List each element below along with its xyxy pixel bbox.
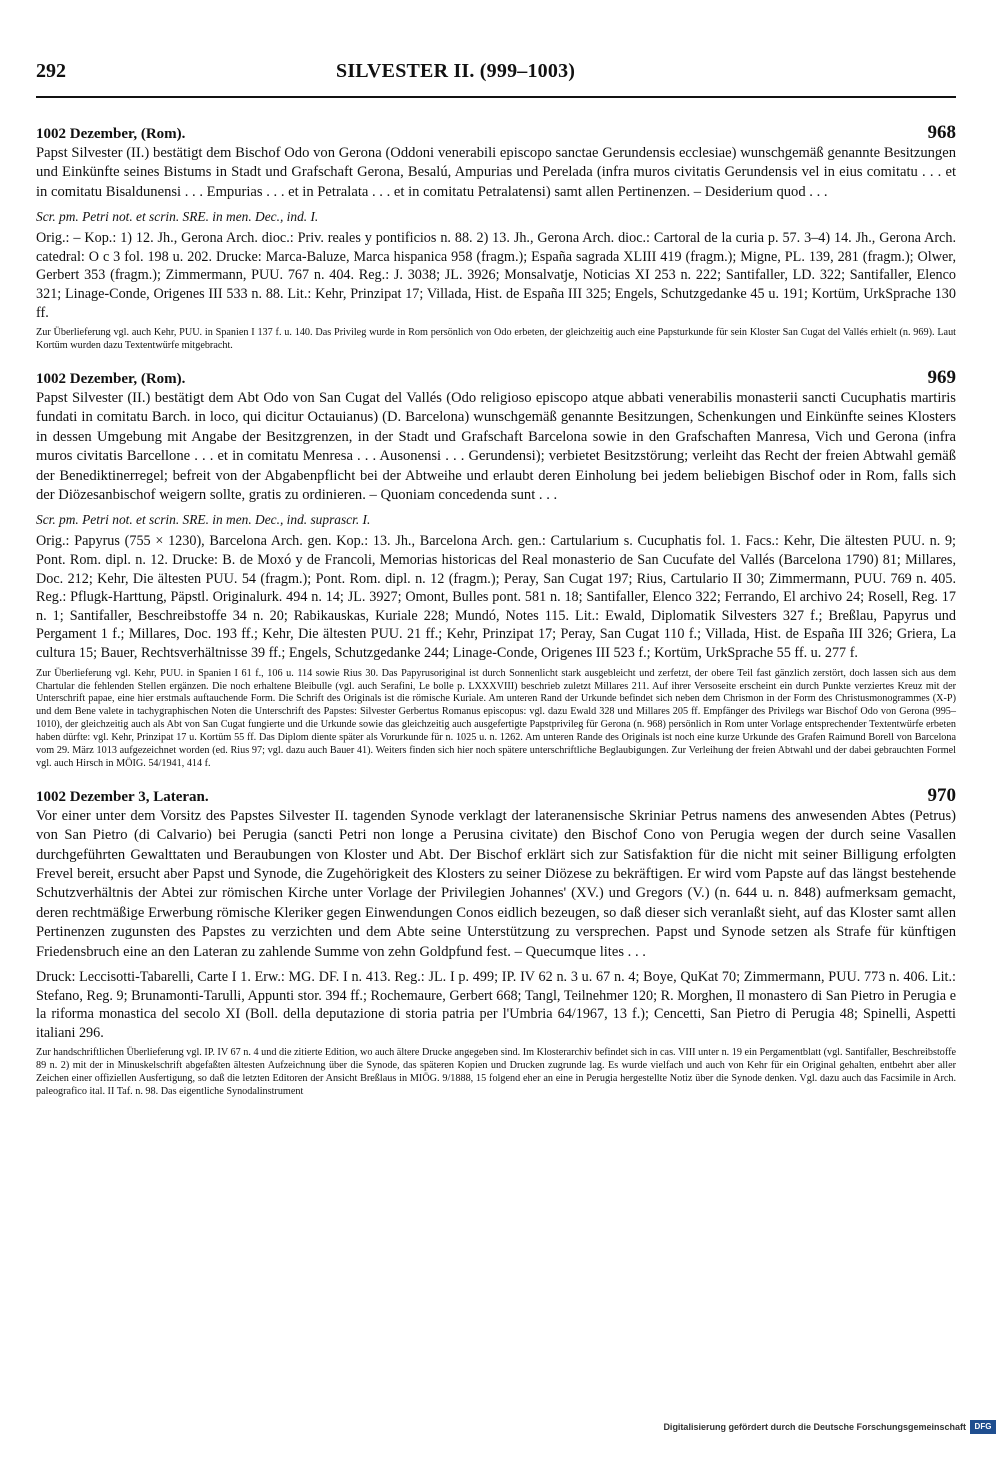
entry-note: Zur handschriftlichen Überlieferung vgl. IP. IV 67 n. 4 und die zitierte Edition, wo auch ältere Drucke angegeben sind. Im Klosterarchiv befindet sich in cas. VIII unter n. 19 ein Pergamentblatt (vgl. Santifaller, Beschreibstoffe 89 n. 2) mit der in Minuskelschrift abgefaßten ältesten Aufzeichnung über die Synode, das späteren Kopien und Drucken zugrunde lag. Es wurde vielfach und auch von Kehr für ein Original gehalten, entbehrt aber aller Zeichen einer offiziellen Ausfertigung, so daß die letzten Editoren der Ansicht Breßlaus in MIÖG. 9/1888, 15 folgend eher an eine in Perugia hergestellte Notiz über die Synode denken. Vgl. dazu auch das Facsimile in Arch. paleografico ital. II Taf. n. 98. Das eigentliche Synodalinstrument xyxy=(36,1047,956,1098)
document-page xyxy=(36,60,956,1099)
entry-summary: Vor einer unter dem Vorsitz des Papstes Silvester II. tagenden Synode verklagt der lateranensische Skriniar Petrus namens des anwesenden Abtes (Petrus) von San Pietro (di Calvario) bei Perugia (sancti Petri non longe a Perusina civitate) den Bischof Cono von Perugia wegen der durch seine Vasallen durchgeführten Gewalttaten und Beraubungen von Kloster und Abt. Der Bischof erklärt sich zur Satisfaktion für die nicht mit seiner Billigung erfolgten Frevel bereit, ersucht aber Papst und Synode, die Zugehörigkeit des Klosters zu seiner Diözese zu bekräftigen. Er wird vom Papste auf das längst bestehende Schutzverhältnis der Abtei zur römischen Kirche unter Vorlage der Privilegien Johannes' (XV.) und Gregors (V.) (n. 644 u. n. 848) aufmerksam gemacht, deren rechtmäßige Erwerbung römische Kleriker gegen Einwendungen Conos eidlich bezeugen, so daß dieser sich veranlaßt sieht, auf das Kloster samt allen Pertinenzen zugunsten des Papstes zu verzichten und dem Abte seine Unterstützung zu versprechen. Papst und Synode setzen als Strafe für künftigen Friedensbruch eine an den Lateran zu zahlende Summe von zehn Goldpfund fest. – Quecumque lites . . . xyxy=(36,807,956,960)
entry-header xyxy=(36,785,956,807)
running-head xyxy=(36,60,956,98)
footer-text: Digitalisierung gefördert durch die Deutsche Forschungsgemeinschaft xyxy=(663,1422,966,1432)
entry-references: Orig.: Papyrus (755 × 1230), Barcelona Arch. gen. Kop.: 13. Jh., Barcelona Arch. gen.: Cartularium s. Cucuphatis fol. 1. Facs.: Kehr, Die ältesten PUU. n. 9; Pont. Rom. dipl. n. 12. Drucke: B. de Moxó y de Francoli, Memorias historicas del Real monasterio de San Cucufate del Vallés (Barcelona 1790) 81; Millares, Doc. 212; Kehr, Die ältesten PUU. 54 (fragm.); Pont. Rom. dipl. n. 12 (fragm.); Peray, San Cugat 197; Rius, Cartulario II 30; Zimmermann, PUU. 769 n. 405. Reg.: Pflugk-Harttung, Päpstl. Originalurk. 494 n. 14; JL. 3927; Omont, Bulles pont. 581 n. 18; Santifaller, Elenco 322; Ferrando, El archivo 24; Rosell, Reg. 17 n. 1; Santifaller, Beschreibstoffe 34 n. 20; Rabikauskas, Kuriale 228; Mundó, Notes 115. Lit.: Ewald, Diplomatik Silvesters 327 f.; Breßlau, Papyrus und Pergament 1 f.; Millares, Doc. 193 ff.; Kehr, Die ältesten PUU. 21 ff.; Kehr, Prinzipat 17; Peray, San Cugat 110 f.; Villada, Hist. de España III 326; Griera, La cultura 15; Bauer, Rechtsverhältnisse 39 ff.; Engels, Schutzgedanke 244; Linage-Conde, Origenes III 523 f.; Kortüm, UrkSprache 55 ff. u. 277 f. xyxy=(36,533,956,661)
entry-date: 1002 Dezember, (Rom). xyxy=(36,371,186,387)
entry-968 xyxy=(36,122,956,353)
entry-note: Zur Überlieferung vgl. Kehr, PUU. in Spanien I 61 f., 106 u. 114 sowie Rius 30. Das Papyrusoriginal ist durch Sonnenlicht stark ausgebleicht und zerfetzt, der obere Teil fast gänzlich zerstört, doch lassen sich aus dem Chartular die fehlenden Stellen ergänzen. Die noch erhaltene Bleibulle (vgl. auch Serafini, Le bolle p. LXXXVIII) beschrieb zuletzt Millares 211. Auf ihrer Versoseite erscheint ein durch Punkte verziertes Kreuz mit der Unterschrift papae, eine hier erstmals auftauchende Form. Die Schrift des Originals ist die römische Kuriale. Am unteren Rand der Urkunde befindet sich neben dem Chrismon in der Form des Christusmonogrammes (X-P) und dem Bene valete in tachygraphischen Noten die Unterschrift des Papstes: Silvester Gerbertus Romanus episcopus: vgl. dazu Ewald 328 und Millares 205 ff. Empfänger des Privilegs war Bischof Odo von Gerona (995–1010), der gleichzeitig auch als Abt von San Cugat fungierte und die Urkunde sowie das gleichzeitig auch ausgefertigte Papstprivileg für Gerona (n. 968) persönlich in Rom unter Vorlage entsprechender Textentwürfe erbeten haben dürfte: vgl. Kehr, Prinzipat 17 u. Kortüm 55 ff. Das Diplom diente später als Vorurkunde für n. 1025 u. n. 1262. Am unteren Rande des Originals ist noch eine kurze Urkunde des Grafen Raimund Borell von Barcelona vom 29. März 1013 aufgezeichnet worden (ed. Rius 97; vgl. dazu auch Bauer 41). Weiters finden sich hier noch spätere unterschriftliche Beglaubigungen. Zur Verleihung der freien Abtwahl und der dabei gebrauchten Formel vgl. auch Hirsch in MÖIG. 54/1941, 414 f. xyxy=(36,667,956,769)
entry-summary: Papst Silvester (II.) bestätigt dem Bischof Odo von Gerona (Oddoni venerabili episcopo sanctae Gerundensis ecclesiae) wunschgemäß genannte Besitzungen und Einkünfte seines Bistums in Stadt und Grafschaft Gerona, Besalú, Ampurias und Perelada (infra muros civitatis Gerundensis vel in eius comitatu . . . et in comitatu Bisaldunensi . . . Empurias . . . et in Petralata . . . et in comitatu Petralatensi) samt allen Pertinenzen. – Desiderium quod . . . xyxy=(36,145,956,200)
entry-references: Druck: Leccisotti-Tabarelli, Carte I 1. Erw.: MG. DF. I n. 413. Reg.: JL. I p. 499; IP. IV 62 n. 3 u. 67 n. 4; Boye, QuKat 70; Zimmermann, PUU. 773 n. 406. Lit.: Stefano, Reg. 9; Brunamonti-Tarulli, Appunti stor. 394 ff.; Rochemaure, Gerbert 668; Tangl, Teilnehmer 120; R. Morghen, Il monastero di San Pietro in Perugia e la riforma monastica del secolo XI (Boll. della deputazione di storia patria per l'Umbria 64/1967, 13 f.); Cencetti, San Pietro di Perugia 48; Spinelli, Aspetti italiani 296. xyxy=(36,969,956,1041)
running-title: SILVESTER II. (999–1003) xyxy=(336,60,576,82)
entry-header xyxy=(36,122,956,144)
entry-note: Zur Überlieferung vgl. auch Kehr, PUU. in Spanien I 137 f. u. 140. Das Privileg wurde in Rom persönlich von Odo erbeten, der gleichzeitig auch eine Papsturkunde für sein Kloster San Cugat del Vallés erhielt (n. 969). Laut Kortüm wurden dazu Textentwürfe mitgebracht. xyxy=(36,327,956,352)
dfg-logo-icon: DFG xyxy=(970,1420,996,1434)
entry-summary: Papst Silvester (II.) bestätigt dem Abt Odo von San Cugat del Vallés (Odo religioso episcopo atque abbati venerabilis monasterii sancti Cucuphatis martiris fundati in comitatu Barch. in loco, qui dicitur Octauianus) (D. Barcelona) wunschgemäß genannte Besitzungen, Schenkungen und Einkünfte seines Klosters in dessen Umgebung mit Angabe der Besitzgrenzen, in der Stadt und Grafschaft Barcelona sowie in den Grafschaften Manresa, Vich und Gerona (infra muros civitatis Barcellone . . . et in comitatu Menresa . . . Ausonensi . . . Gerundensi); verbietet Besitzstörung; verleiht das Recht der freien Abtwahl gemäß der Benediktinerregel; befreit von der Abgabenpflicht bei der Abtweihe und erlaubt deren Einholung bei jedem beliebigen Bischof oder in Rom, falls sich der Diözesanbischof weigern sollte, gratis zu ordinieren. – Quoniam concedenda sunt . . . xyxy=(36,390,956,504)
entry-969 xyxy=(36,367,956,771)
entry-number: 970 xyxy=(927,784,956,806)
entry-date: 1002 Dezember 3, Lateran. xyxy=(36,788,209,805)
entry-references: Orig.: – Kop.: 1) 12. Jh., Gerona Arch. dioc.: Priv. reales y pontificios n. 88. 2) 13. Jh., Gerona Arch. dioc.: Cartoral de la curia p. 57. 3–4) 14. Jh., Gerona Arch. catedral: O c 3 fol. 198 u. 202. Drucke: Marca-Baluze, Marca hispanica 958 (fragm.); España sagrada XLIII 419 (fragm.); Migne, PL. 139, 281 (fragm.); Olwer, Gerbert 353 (fragm.); Zimmermann, PUU. 767 n. 404. Reg.: J. 3038; JL. 3926; Monsalvatje, Noticias XI 253 n. 222; Santifaller, LD. 322; Santifaller, Elenco 321; Linage-Conde, Origenes III 533 n. 88. Lit.: Kehr, Prinzipat 17; Villada, Hist. de España III 325; Engels, Schutzgedanke 45 u. 191; Kortüm, UrkSprache 130 ff. xyxy=(36,230,956,321)
entry-script: Scr. pm. Petri not. et scrin. SRE. in men. Dec., ind. suprascr. I. xyxy=(36,512,371,528)
entry-date: 1002 Dezember, (Rom). xyxy=(36,126,186,142)
entry-header xyxy=(36,367,956,389)
entry-970 xyxy=(36,785,956,1099)
entry-number: 968 xyxy=(927,122,956,143)
entry-number: 969 xyxy=(927,367,956,388)
entry-script: Scr. pm. Petri not. et scrin. SRE. in men. Dec., ind. I. xyxy=(36,209,319,225)
page-number: 292 xyxy=(36,60,66,82)
digitization-footer xyxy=(663,1420,996,1434)
